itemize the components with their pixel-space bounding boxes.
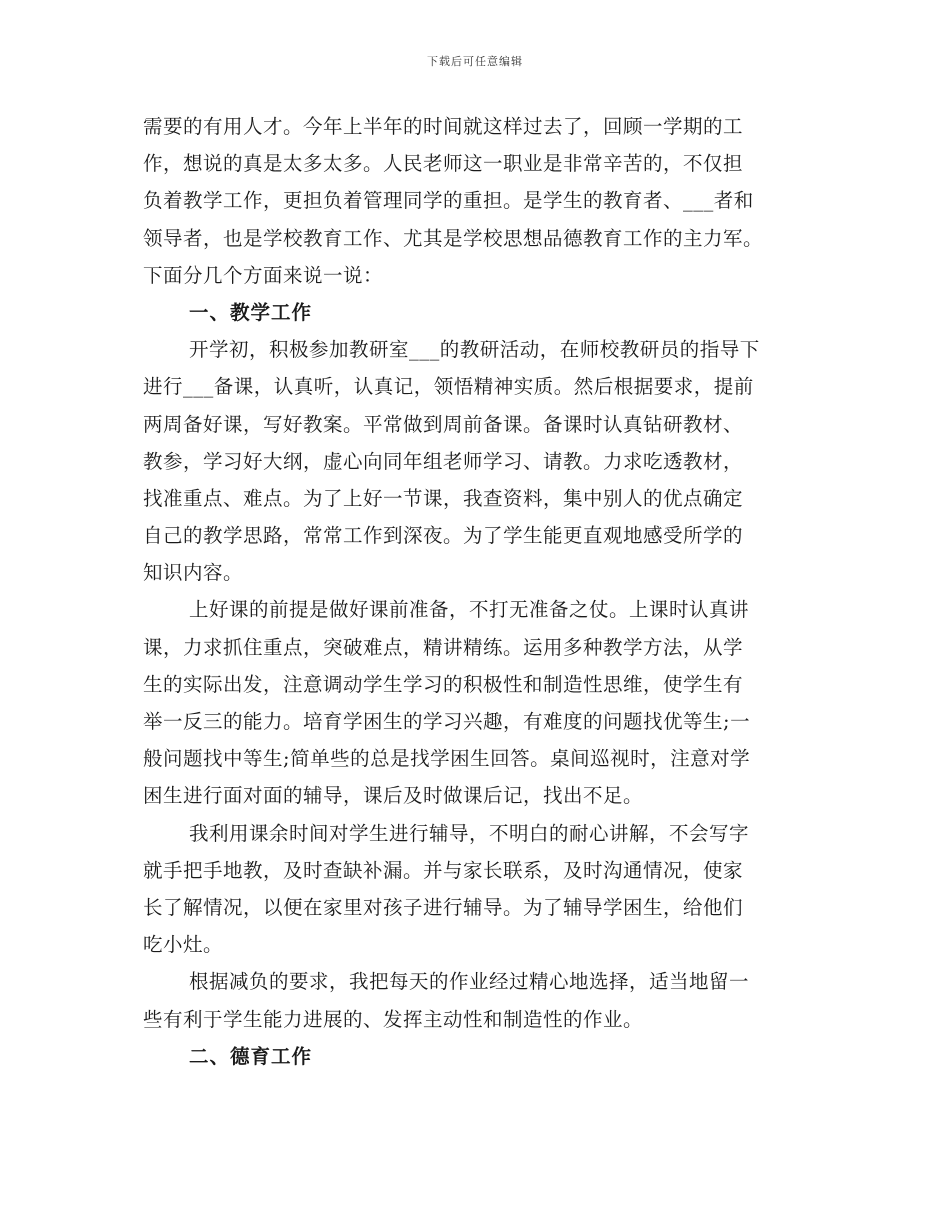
paragraph-line: 根据减负的要求，我把每天的作业经过精心地选择，适当地留一 <box>189 970 750 994</box>
paragraph-line: 课，力求抓住重点，突破难点，精讲精练。运用多种教学方法，从学 <box>143 635 744 659</box>
section-heading: 一、教学工作 <box>189 300 313 324</box>
paragraph-line: 般问题找中等生;简单些的总是找学困生回答。桌间巡视时，注意对学 <box>143 747 751 771</box>
paragraph-line: 找准重点、难点。为了上好一节课，我查资料，集中别人的优点确定 <box>143 486 744 510</box>
paragraph-line: 就手把手地教，及时查缺补漏。并与家长联系，及时沟通情况，使家 <box>143 858 744 882</box>
section-heading: 二、德育工作 <box>189 1044 313 1068</box>
paragraph-line: 举一反三的能力。培育学困生的学习兴趣，有难度的问题找优等生;一 <box>143 710 751 733</box>
paragraph-line: 困生进行面对面的辅导，课后及时做课后记，找出不足。 <box>143 784 644 808</box>
paragraph-line: 上好课的前提是做好课前准备，不打无准备之仗。上课时认真讲 <box>189 598 750 622</box>
paragraph-line: 进行___备课，认真听，认真记，领悟精神实质。然后根据要求，提前 <box>143 375 754 399</box>
paragraph-line: 教参，学习好大纲，虚心向同年组老师学习、请教。力求吃透教材， <box>143 449 744 473</box>
paragraph-line: 需要的有用人才。今年上半年的时间就这样过去了，回顾一学期的工 <box>143 115 744 138</box>
paragraph-line: 我利用课余时间对学生进行辅导，不明白的耐心讲解，不会写字 <box>189 821 750 845</box>
paragraph-line: 负着教学工作，更担负着管理同学的重担。是学生的教育者、___者和 <box>143 189 754 213</box>
paragraph-line: 些有利于学生能力进展的、发挥主动性和制造性的作业。 <box>143 1007 644 1031</box>
paragraph-line: 长了解情况，以便在家里对孩子进行辅导。为了辅导学困生，给他们 <box>143 895 744 919</box>
paragraph-line: 领导者，也是学校教育工作、尤其是学校思想品德教育工作的主力军。 <box>143 226 764 250</box>
paragraph-line: 下面分几个方面来说一说： <box>143 263 384 287</box>
paragraph-line: 作，想说的真是太多太多。人民老师这一职业是非常辛苦的，不仅担 <box>143 152 744 176</box>
paragraph-line: 生的实际出发，注意调动学生学习的积极性和制造性思维，使学生有 <box>143 672 744 696</box>
paragraph-line: 两周备好课，写好教案。平常做到周前备课。备课时认真钻研教材、 <box>143 412 744 436</box>
document-body <box>143 108 803 1075</box>
page-header: 下载后可任意编辑 <box>427 55 523 68</box>
paragraph-line: 知识内容。 <box>143 561 244 585</box>
paragraph-line: 开学初，积极参加教研室___的教研活动，在师校教研员的指导下 <box>189 338 760 362</box>
paragraph-line: 吃小灶。 <box>143 933 224 957</box>
paragraph-line: 自己的教学思路，常常工作到深夜。为了学生能更直观地感受所学的 <box>143 524 744 548</box>
